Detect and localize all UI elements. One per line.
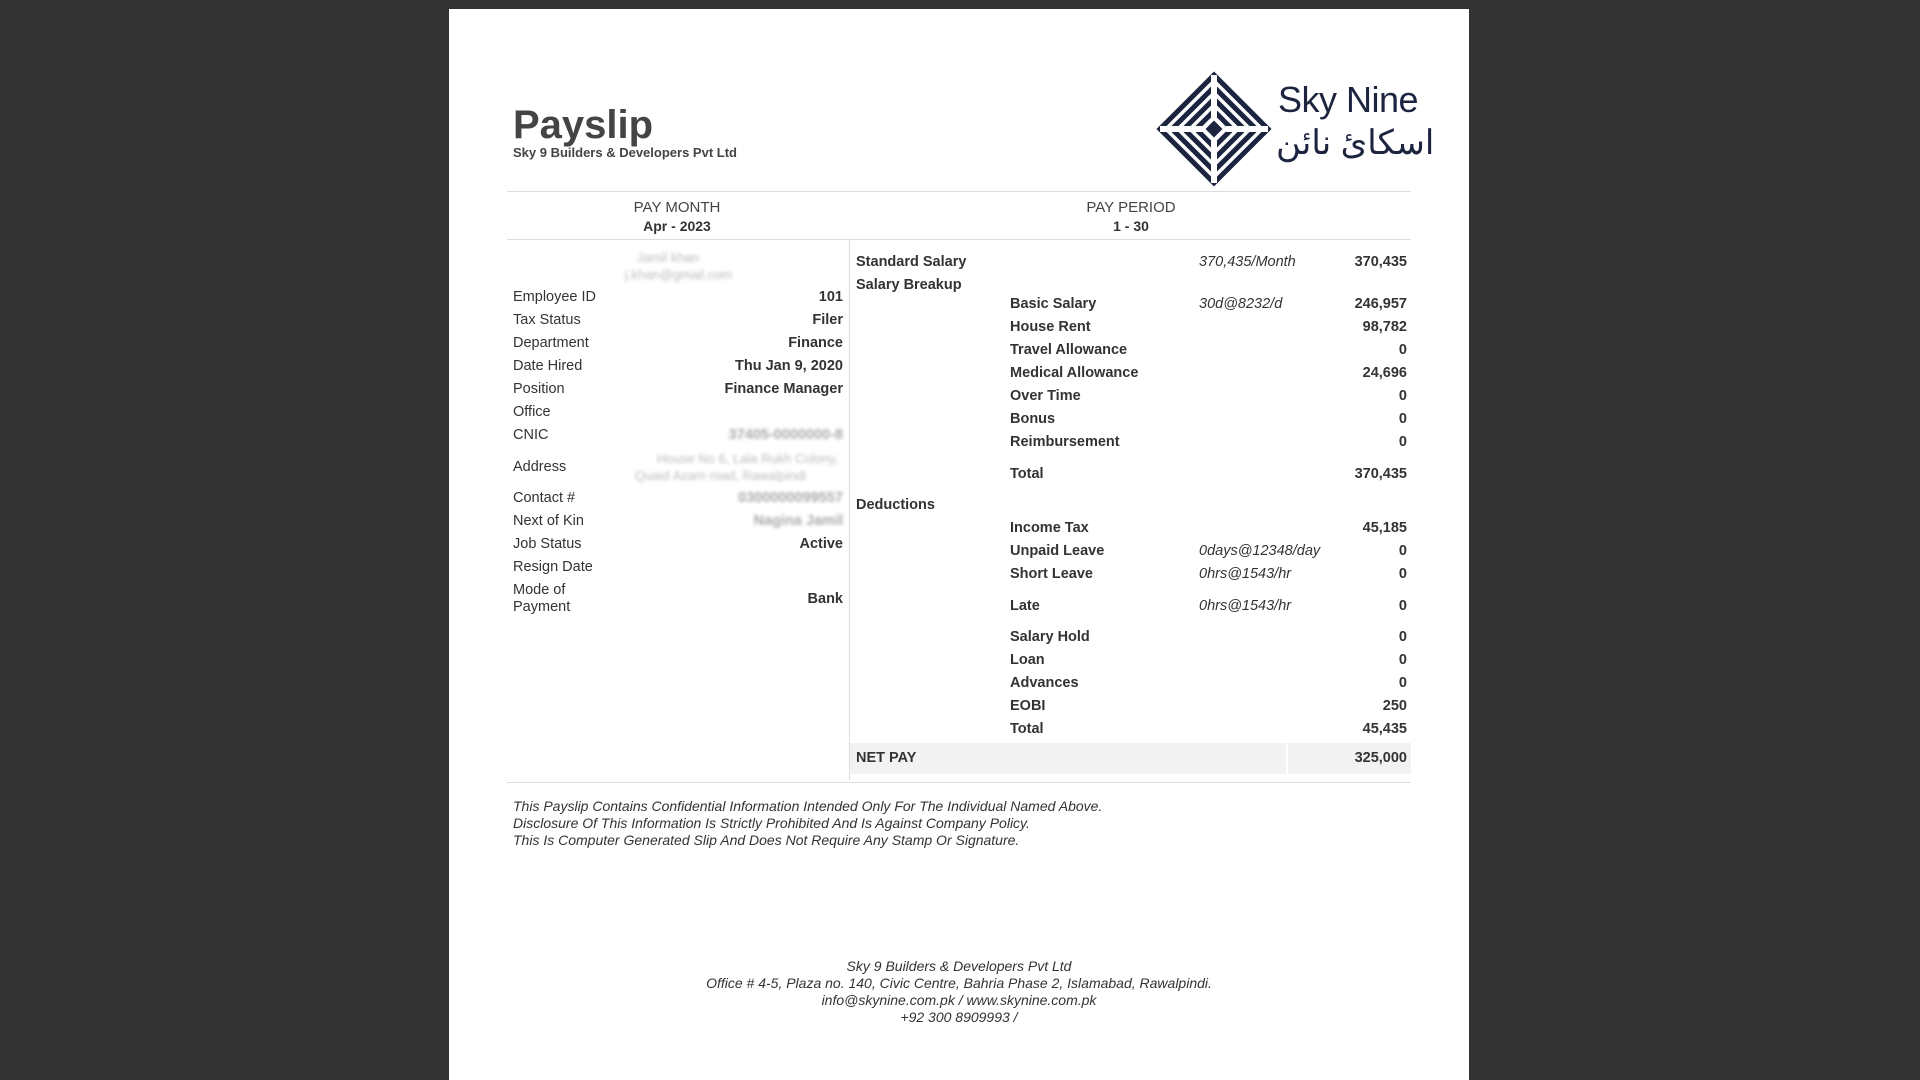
advances-amount: 0 — [1398, 675, 1407, 691]
footer-address: Office # 4-5, Plaza no. 140, Civic Centre, Bahria Phase 2, Islamabad, Rawalpindi. — [706, 975, 1212, 991]
pay-period-value: 1 - 30 — [1113, 218, 1149, 234]
company-name: Sky 9 Builders & Developers Pvt Ltd — [513, 145, 737, 160]
deductions-label: Deductions — [856, 497, 935, 513]
notice-line: Disclosure Of This Information Is Strictly Prohibited And Is Against Company Policy. — [513, 815, 1030, 831]
field-label: Office — [513, 404, 551, 420]
field-value: 37405-0000000-8 — [728, 427, 843, 443]
deductions-total-label: Total — [1010, 721, 1044, 737]
field-label: Position — [513, 381, 565, 397]
notice-line: This Is Computer Generated Slip And Does Not Require Any Stamp Or Signature. — [513, 832, 1020, 848]
notice-line: This Payslip Contains Confidential Information Intended Only For The Individual Named Above. — [513, 798, 1103, 814]
pay-period — [851, 199, 1411, 234]
field-label: Address — [513, 459, 567, 475]
standard-salary-amount: 370,435 — [1354, 254, 1407, 270]
loan-label: Loan — [1010, 652, 1045, 668]
salary-hold-amount: 0 — [1398, 629, 1407, 645]
employee-name: Jamil khan — [637, 250, 700, 265]
company-logo — [1156, 71, 1435, 187]
field-label: Employee ID — [513, 289, 597, 305]
basic-salary-rate: 30d@8232/d — [1199, 296, 1283, 312]
employee-email: j.khan@gmail.com — [625, 267, 733, 282]
basic-salary-amount: 246,957 — [1354, 296, 1407, 312]
field-label: Mode of Payment — [513, 582, 571, 615]
basic-salary-label: Basic Salary — [1010, 296, 1097, 312]
field-label: Job Status — [513, 536, 582, 552]
reimbursement-label: Reimbursement — [1010, 434, 1120, 450]
logo-text-arabic: اسکائ نائن — [1276, 124, 1435, 162]
field-value: Active — [799, 536, 843, 552]
unpaid-leave-label: Unpaid Leave — [1010, 543, 1105, 559]
travel-allowance-label: Travel Allowance — [1010, 342, 1128, 358]
medical-allowance-label: Medical Allowance — [1010, 365, 1139, 381]
footer-contact-email: info@skynine.com.pk / www.skynine.com.pk — [821, 992, 1097, 1008]
late-amount: 0 — [1398, 598, 1407, 614]
logo-text-english: Sky Nine — [1278, 79, 1419, 120]
salary-total-label: Total — [1010, 466, 1044, 482]
income-tax-amount: 45,185 — [1362, 520, 1407, 536]
over-time-amount: 0 — [1398, 388, 1407, 404]
field-value: Finance Manager — [724, 381, 843, 397]
logo-mark-icon — [1156, 71, 1272, 187]
eobi-label: EOBI — [1010, 698, 1046, 714]
house-rent-label: House Rent — [1010, 319, 1091, 335]
divider — [507, 191, 1411, 192]
page-title: Payslip — [513, 103, 654, 147]
field-label: Resign Date — [513, 559, 593, 575]
travel-allowance-amount: 0 — [1398, 342, 1407, 358]
unpaid-leave-rate: 0days@12348/day — [1199, 543, 1321, 559]
pay-month-value: Apr - 2023 — [643, 218, 711, 234]
short-leave-rate: 0hrs@1543/hr — [1199, 566, 1292, 582]
pay-period-label: PAY PERIOD — [1086, 199, 1176, 216]
house-rent-amount: 98,782 — [1362, 319, 1407, 335]
field-value: Nagina Jamil — [753, 513, 843, 529]
address-line-2: Quaid Azam road, Rawalpindi — [635, 468, 807, 483]
field-value: Finance — [788, 335, 843, 351]
field-value: 101 — [818, 289, 843, 305]
company-footer — [507, 958, 1411, 1026]
field-label: CNIC — [513, 427, 549, 443]
short-leave-amount: 0 — [1398, 566, 1407, 582]
confidentiality-notice — [513, 798, 1102, 849]
field-label: Contact # — [513, 490, 576, 506]
field-value: Filer — [812, 312, 843, 328]
unpaid-leave-amount: 0 — [1398, 543, 1407, 559]
short-leave-label: Short Leave — [1010, 566, 1093, 582]
field-label: Next of Kin — [513, 513, 584, 529]
reimbursement-amount: 0 — [1398, 434, 1407, 450]
salary-breakup-label: Salary Breakup — [856, 277, 962, 293]
pay-month-label: PAY MONTH — [633, 199, 721, 216]
standard-salary-rate: 370,435/Month — [1199, 254, 1296, 270]
loan-amount: 0 — [1398, 652, 1407, 668]
payslip-page — [449, 9, 1469, 1080]
field-label: Date Hired — [513, 358, 583, 374]
divider — [507, 239, 1411, 240]
bonus-label: Bonus — [1010, 411, 1056, 427]
field-value: Bank — [807, 591, 843, 607]
medical-allowance-amount: 24,696 — [1362, 365, 1407, 381]
address-line-1: House No 6, Lala Rukh Colony, — [657, 451, 839, 466]
footer-company: Sky 9 Builders & Developers Pvt Ltd — [846, 958, 1072, 974]
bonus-amount: 0 — [1398, 411, 1407, 427]
late-label: Late — [1010, 598, 1040, 614]
column-divider — [849, 240, 850, 780]
late-rate: 0hrs@1543/hr — [1199, 598, 1292, 614]
field-label: Tax Status — [513, 312, 581, 328]
over-time-label: Over Time — [1010, 388, 1081, 404]
salary-hold-label: Salary Hold — [1010, 629, 1090, 645]
deductions-total-amount: 45,435 — [1362, 721, 1407, 737]
field-value: 0300000099557 — [738, 490, 843, 506]
field-label: Department — [513, 335, 589, 351]
net-pay-label: NET PAY — [856, 750, 917, 766]
footer-phone: +92 300 8909993 / — [900, 1009, 1018, 1025]
income-tax-label: Income Tax — [1010, 520, 1089, 536]
salary-total-amount: 370,435 — [1354, 466, 1407, 482]
advances-label: Advances — [1010, 675, 1079, 691]
eobi-amount: 250 — [1382, 698, 1407, 714]
pay-month — [507, 199, 847, 234]
standard-salary-label: Standard Salary — [856, 254, 967, 270]
field-value: Thu Jan 9, 2020 — [735, 358, 843, 374]
net-pay-amount: 325,000 — [1354, 750, 1407, 766]
divider — [507, 782, 1411, 783]
